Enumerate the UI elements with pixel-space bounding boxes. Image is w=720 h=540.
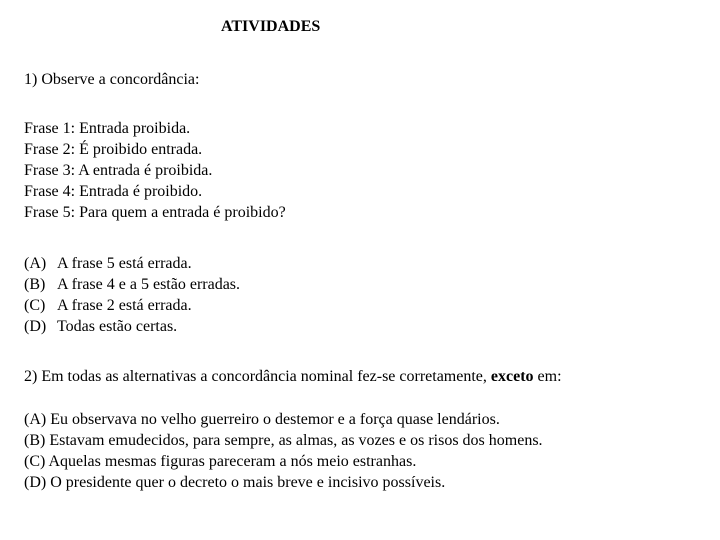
question-1-options [24,253,704,337]
option-item [24,316,704,337]
option-letter: (C) [24,297,46,314]
frase-list [24,118,704,223]
option-letter: (D) [24,318,47,335]
option-item [24,274,704,295]
option-letter: (B) [24,276,46,293]
option-item: (C) Aquelas mesmas figuras pareceram a nós meio estranhas. [24,453,417,470]
question-2-prompt [24,366,704,387]
option-item: (B) Estavam emudecidos, para sempre, as almas, as vozes e os risos dos homens. [24,432,543,449]
option-text: A frase 2 está errada. [57,297,192,314]
frase-item: Frase 1: Entrada proibida. [24,120,191,137]
option-item: (A) Eu observava no velho guerreiro o destemor e a força quase lendários. [24,411,500,428]
question-2-text [24,366,704,387]
question-1-text: 1) Observe a concordância: [24,71,200,88]
question-2-text-end: em: [537,368,562,385]
option-text: A frase 4 e a 5 estão erradas. [57,276,241,293]
question-2-options [24,409,704,493]
option-text: A frase 5 está errada. [57,255,192,272]
option-item: (D) O presidente quer o decreto o mais breve e incisivo possíveis. [24,474,446,491]
option-text: Todas estão certas. [57,318,178,335]
page-title: ATIVIDADES [221,18,321,35]
frase-item: Frase 4: Entrada é proibido. [24,183,203,200]
question-1-prompt [24,69,704,90]
frase-item: Frase 5: Para quem a entrada é proibido? [24,204,286,221]
question-2-emphasis: exceto [490,368,534,385]
frase-item: Frase 3: A entrada é proibida. [24,162,213,179]
option-item [24,295,704,316]
frase-item: Frase 2: É proibido entrada. [24,141,203,158]
option-item [24,253,704,274]
option-letter: (A) [24,255,47,272]
question-2-text-start: 2) Em todas as alternativas a concordância nominal fez-se corretamente, [24,368,487,385]
